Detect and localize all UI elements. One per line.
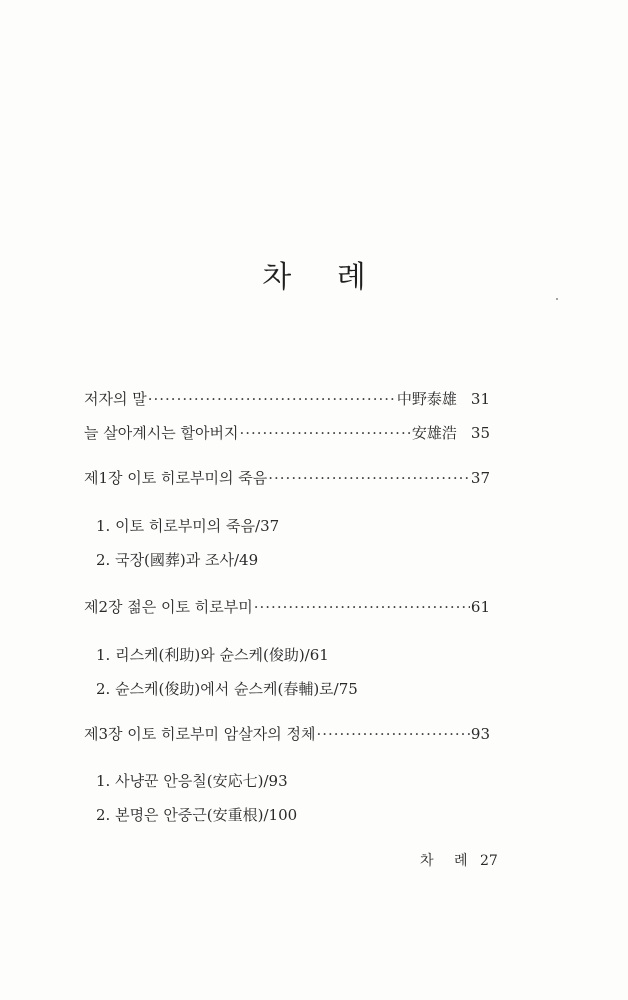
- chapter-label: 제3장 이토 히로부미 암살자의 정체: [84, 725, 316, 743]
- page-title: 차 례: [262, 260, 384, 295]
- toc-entry-author: 安雄浩: [411, 424, 457, 442]
- toc-section: 2. 국장(國葬)과 조사/49: [96, 551, 259, 569]
- toc-chapter-1: [84, 467, 490, 488]
- toc-entry-page: 31: [470, 390, 490, 408]
- toc-entry-page: 35: [470, 424, 490, 442]
- toc-entry-grandfather: [84, 422, 490, 443]
- running-footer: [420, 850, 498, 870]
- chapter-page: 37: [470, 469, 490, 487]
- toc-entry-label: 저자의 말: [84, 390, 147, 408]
- dot-leader: [148, 390, 396, 408]
- chapter-label: 제2장 젊은 이토 히로부미: [84, 598, 253, 616]
- toc-section: 1. 사냥꾼 안응칠(安応七)/93: [96, 772, 288, 790]
- toc-entry-author: 中野泰雄: [396, 390, 457, 408]
- footer-label: 차 례: [420, 853, 476, 869]
- speck-mark: [556, 298, 558, 300]
- dot-leader: [254, 598, 470, 616]
- toc-section: 1. 리스케(利助)와 슌스케(俊助)/61: [96, 646, 329, 664]
- toc-entry-label: 늘 살아계시는 할아버지: [84, 424, 239, 442]
- dot-leader: [239, 424, 410, 442]
- toc-section: 2. 슌스케(俊助)에서 슌스케(春輔)로/75: [96, 680, 358, 698]
- chapter-page: 93: [470, 725, 490, 743]
- chapter-page: 61: [470, 598, 490, 616]
- footer-page-number: 27: [479, 853, 498, 869]
- toc-section: 2. 본명은 안중근(安重根)/100: [96, 806, 298, 824]
- chapter-label: 제1장 이토 히로부미의 죽음: [84, 469, 268, 487]
- toc-section: 1. 이토 히로부미의 죽음/37: [96, 517, 280, 535]
- toc-chapter-2: [84, 596, 490, 617]
- dot-leader: [268, 469, 470, 487]
- dot-leader: [316, 725, 469, 743]
- toc-chapter-3: [84, 723, 490, 744]
- toc-entry-preface: [84, 388, 490, 409]
